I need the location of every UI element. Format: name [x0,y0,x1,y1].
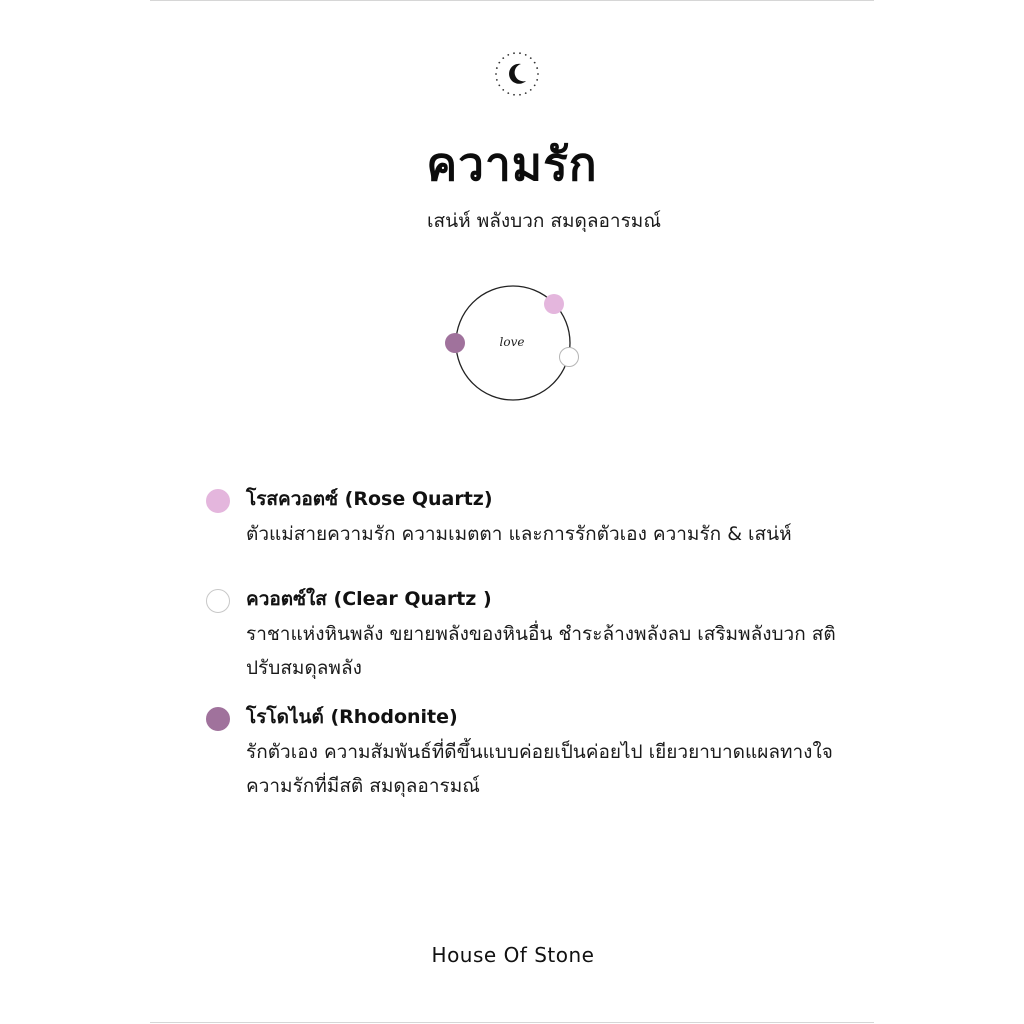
ring-dot [536,67,538,69]
stone-name: โรโดไนต์ (Rhodonite) [246,706,458,728]
stone-description: รักตัวเอง ความสัมพันธ์ที่ดีขึ้นแบบค่อยเป็นค่อยไป เยียวยาบาดแผลทางใจ ความรักที่มีสติ สมดุลอารมณ์ [246,741,833,797]
ring-dot [537,73,539,75]
ring-dot [498,84,500,86]
ring-dot [502,89,504,91]
ring-dot [525,54,527,56]
stone-name: โรสควอตซ์ (Rose Quartz) [246,488,493,510]
ring-dot [507,92,509,94]
page-subtitle: เสน่ห์ พลังบวก สมดุลอารมณ์ [427,210,661,232]
ring-dot [519,94,521,96]
ring-dot [513,94,515,96]
crescent-moon-icon [494,51,540,97]
rhodonite-color-dot [206,707,230,731]
moon-shape [509,64,526,84]
ring-dot [534,62,536,64]
top-divider [150,0,874,1]
orbit-stone-rhodonite [445,333,465,353]
ring-dot [507,54,509,56]
bottom-divider [150,1022,874,1023]
dotted-ring [495,52,539,95]
orbit-stone-rose-quartz [544,294,564,314]
stone-description: ราชาแห่งหินพลัง ขยายพลังของหินอื่น ชำระล้างพลังลบ เสริมพลังบวก สติ ปรับสมดุลพลัง [246,623,836,679]
ring-dot [525,92,527,94]
stone-description: ตัวแม่สายความรัก ความเมตตา และการรักตัวเอง ความรัก & เสน่ห์ [246,523,792,545]
stone-name: ควอตซ์ใส (Clear Quartz ) [246,588,492,610]
rose-quartz-color-dot [206,489,230,513]
brand-footer: House Of Stone [431,943,595,967]
ring-dot [496,79,498,81]
ring-dot [502,57,504,59]
ring-dot [534,84,536,86]
ring-dot [513,52,515,54]
orbit-center-label: love [499,335,525,349]
ring-dot [536,79,538,81]
page-title: ความรัก [426,137,598,191]
ring-dot [530,57,532,59]
ring-dot [530,89,532,91]
ring-dot [495,73,497,75]
ring-dot [498,62,500,64]
ring-dot [496,67,498,69]
love-orbit-diagram [440,280,590,410]
orbit-stone-clear-quartz [560,348,579,367]
ring-dot [519,52,521,54]
clear-quartz-color-dot [206,589,230,613]
